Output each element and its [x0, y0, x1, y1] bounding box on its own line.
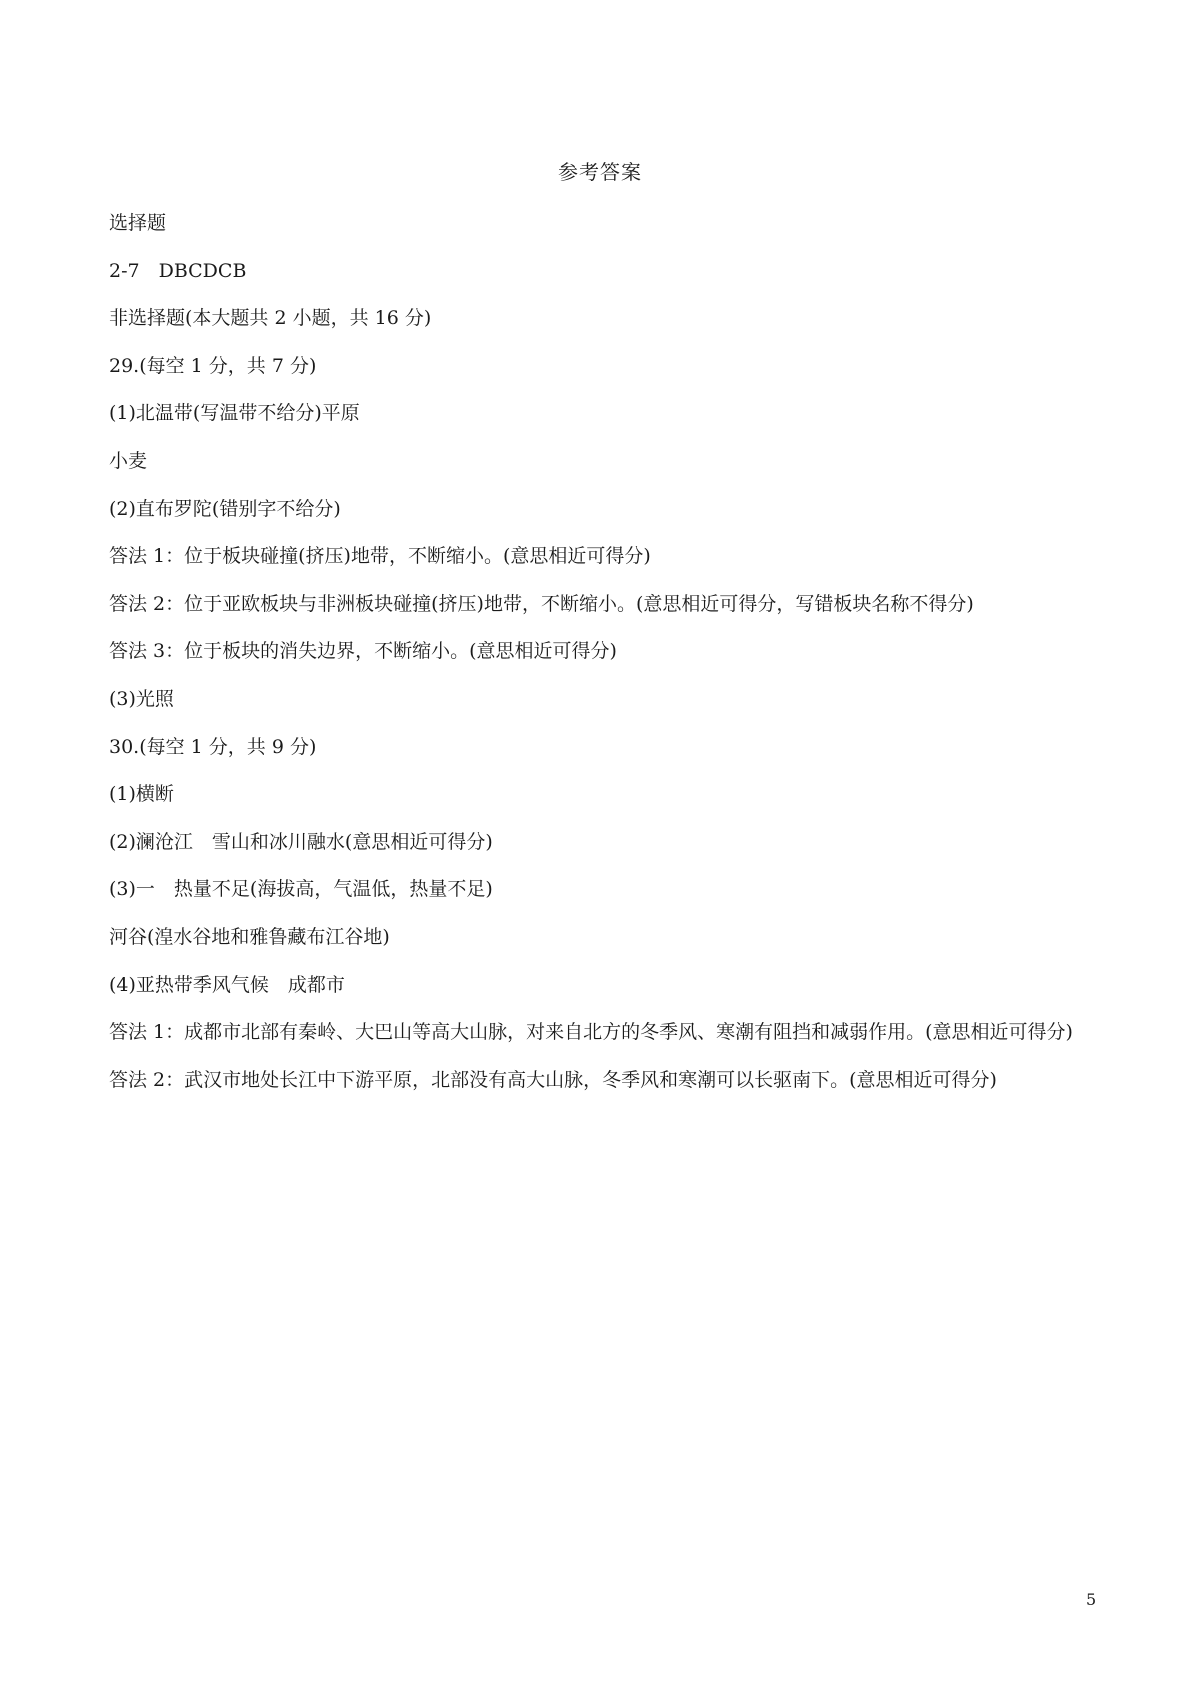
q29-part2-method-2: 答法 2：位于亚欧板块与非洲板块碰撞(挤压)地带，不断缩小。(意思相近可得分，写错板块名称不得分) [109, 592, 974, 615]
q29-part2-method-3: 答法 3：位于板块的消失边界，不断缩小。(意思相近可得分) [109, 640, 617, 663]
q29-part1-answer: (1)北温带(写温带不给分)平原 [109, 402, 360, 425]
q30-part3-answer-cont: 河谷(湟水谷地和雅鲁藏布江谷地) [109, 925, 390, 948]
answer-content [109, 200, 1109, 1104]
question-30-heading: 30.(每空 1 分，共 9 分) [109, 735, 317, 758]
section-heading-multiple-choice: 选择题 [109, 212, 167, 234]
q30-part3-answer: (3)一 热量不足(海拔高，气温低，热量不足) [109, 878, 493, 901]
q29-part1-answer-cont: 小麦 [109, 449, 148, 472]
q30-part4-method-2: 答法 2：武汉市地处长江中下游平原，北部没有高大山脉，冬季风和寒潮可以长驱南下。(意思相近可得分) [109, 1068, 997, 1091]
q30-part4-method-1: 答法 1：成都市北部有秦岭、大巴山等高大山脉，对来自北方的冬季风、寒潮有阻挡和减弱作用。(意思相近可得分) [109, 1021, 1073, 1044]
section-heading-non-choice: 非选择题(本大题共 2 小题，共 16 分) [109, 307, 432, 330]
multiple-choice-answers: 2-7 DBCDCB [109, 259, 247, 282]
q30-part2-answer: (2)澜沧江 雪山和冰川融水(意思相近可得分) [109, 830, 493, 853]
page-title: 参考答案 [558, 160, 642, 184]
q29-part3-answer: (3)光照 [109, 687, 174, 710]
q30-part1-answer: (1)横断 [109, 783, 174, 806]
question-29-heading: 29.(每空 1 分，共 7 分) [109, 354, 317, 377]
q29-part2-method-1: 答法 1：位于板块碰撞(挤压)地带，不断缩小。(意思相近可得分) [109, 545, 651, 568]
q30-part4-answer: (4)亚热带季风气候 成都市 [109, 973, 345, 996]
q29-part2-answer: (2)直布罗陀(错别字不给分) [109, 497, 341, 520]
page-number: 5 [1086, 1590, 1097, 1609]
